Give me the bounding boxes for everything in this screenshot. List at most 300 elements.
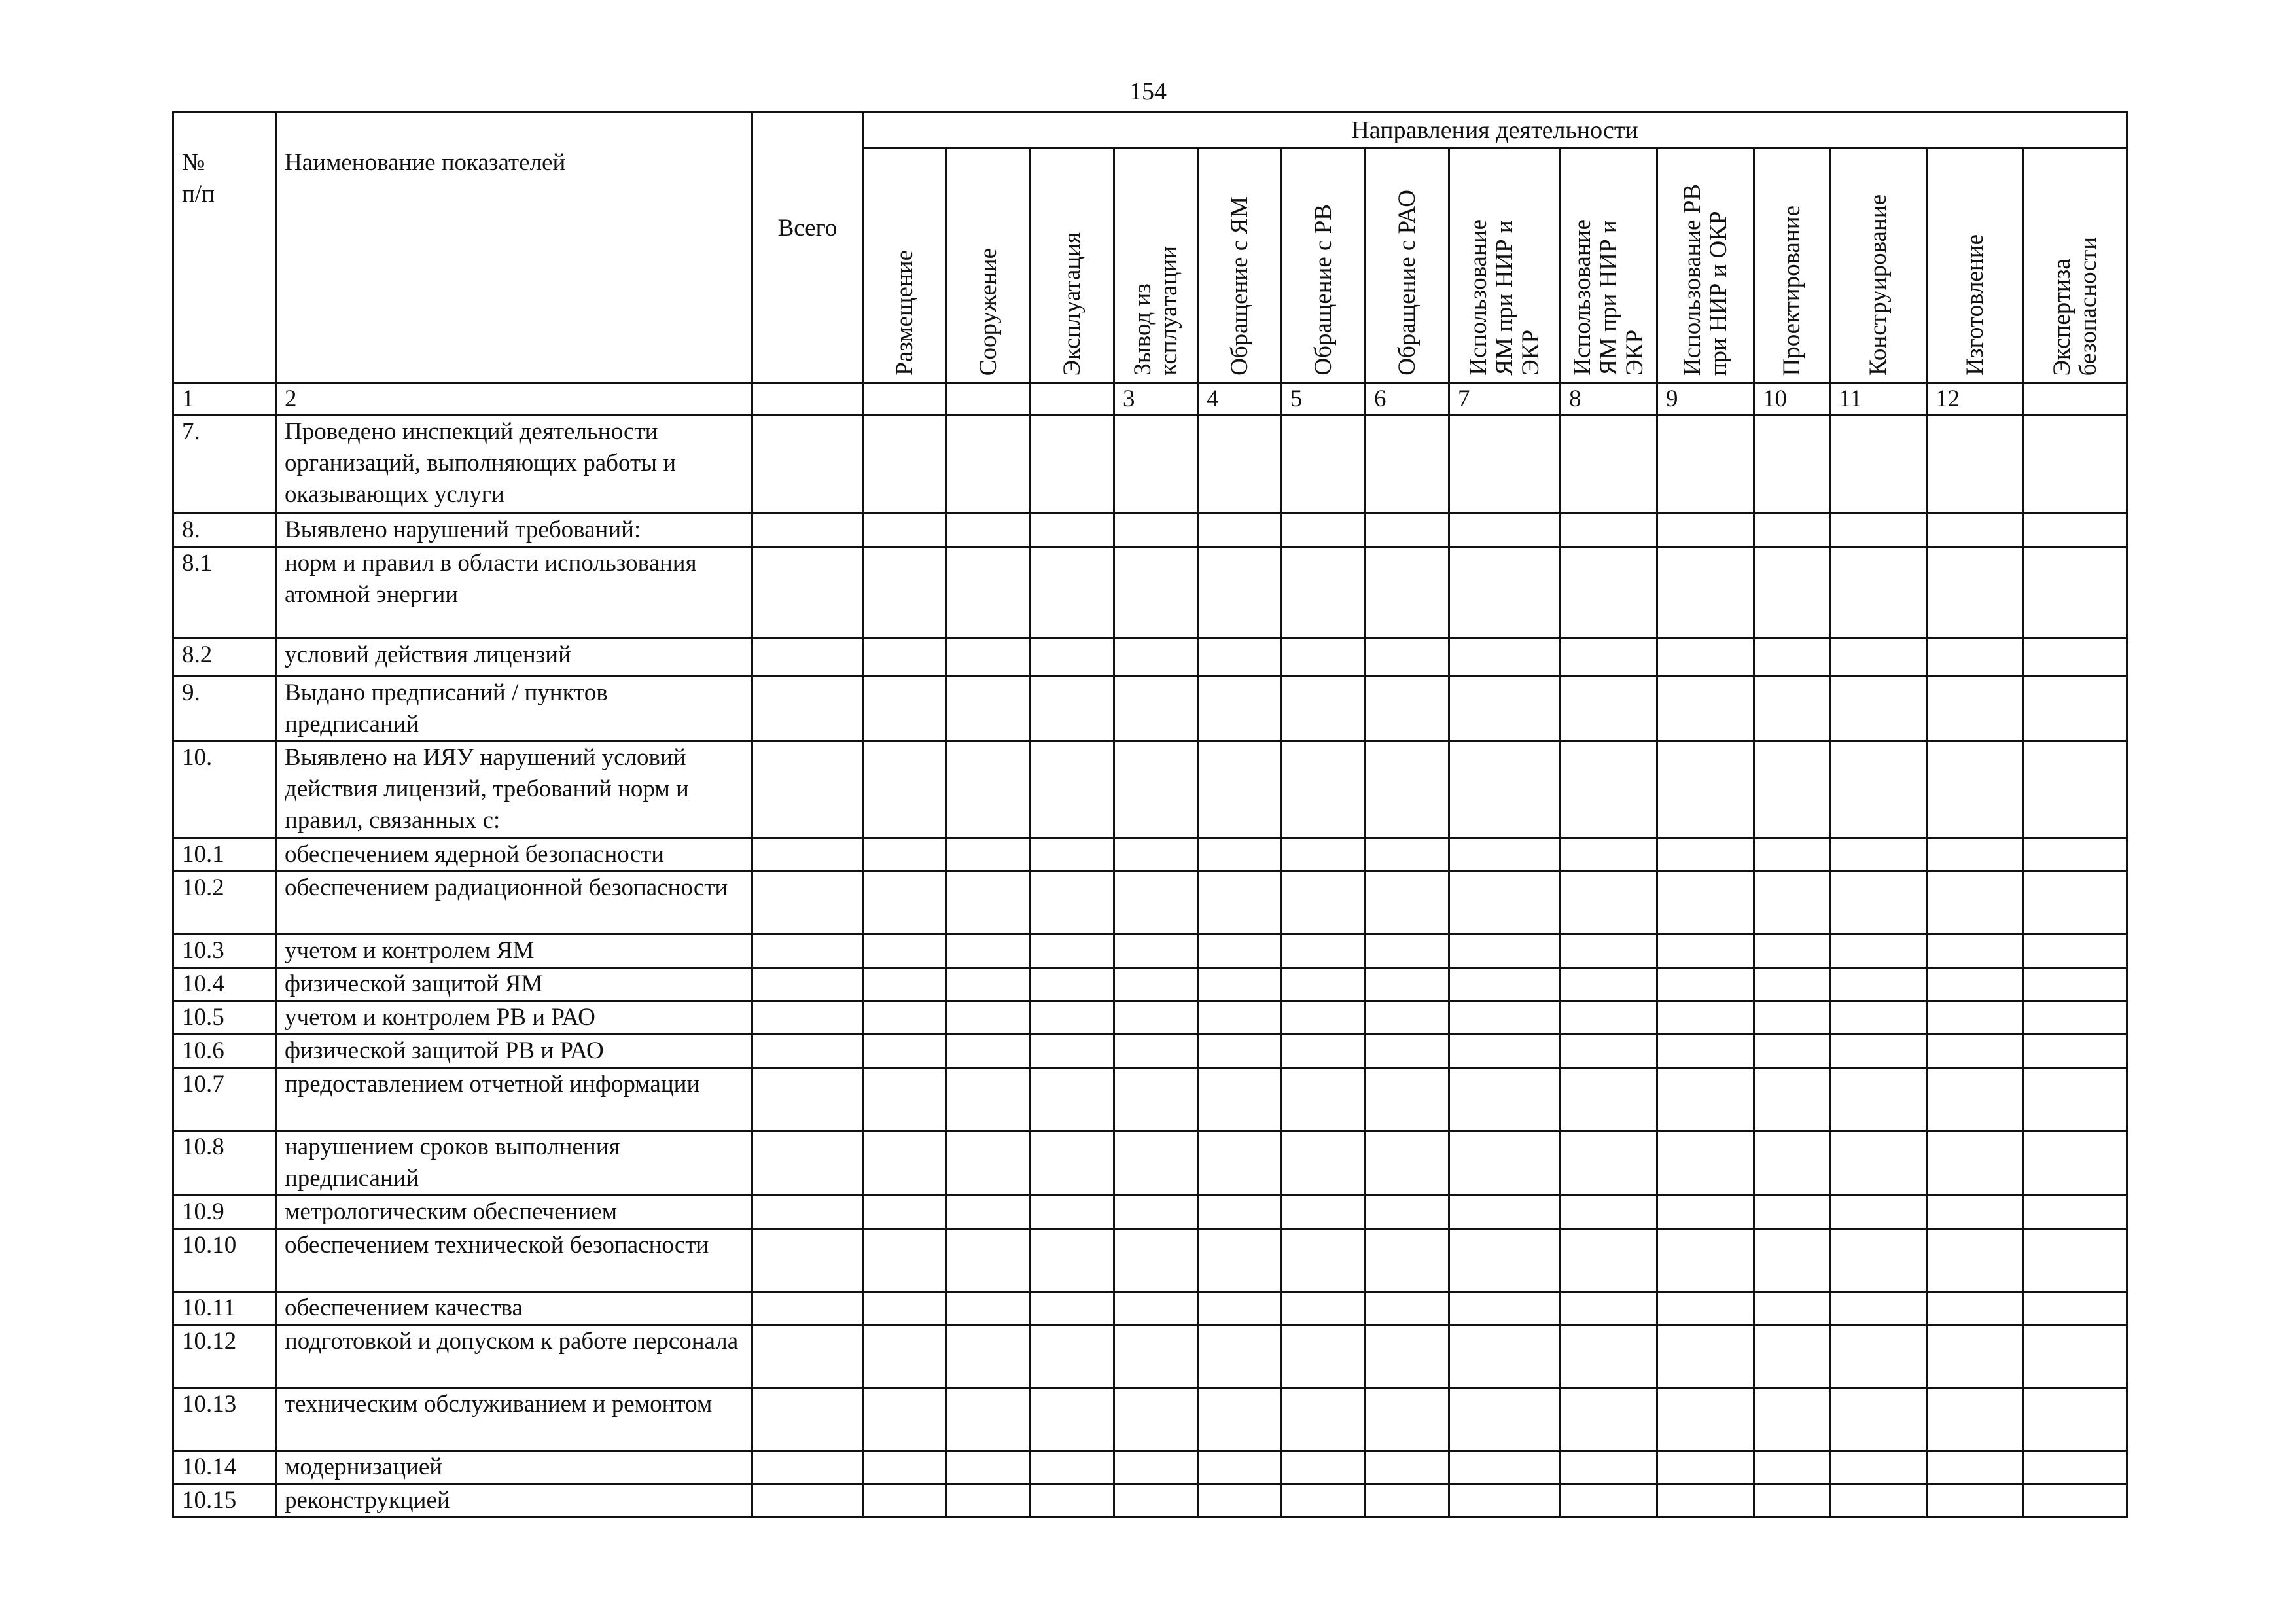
- value-cell[interactable]: [1282, 935, 1366, 968]
- value-cell[interactable]: [1114, 1325, 1198, 1388]
- value-cell[interactable]: [1561, 547, 1657, 639]
- value-cell[interactable]: [1282, 1035, 1366, 1068]
- value-cell[interactable]: [1114, 1196, 1198, 1229]
- value-cell[interactable]: [1366, 1484, 1449, 1518]
- value-cell[interactable]: [1282, 741, 1366, 838]
- value-cell[interactable]: [1031, 838, 1114, 872]
- value-cell[interactable]: [2024, 677, 2127, 741]
- value-cell[interactable]: [1754, 639, 1830, 677]
- value-cell[interactable]: [1561, 514, 1657, 547]
- value-cell[interactable]: [863, 872, 947, 935]
- value-cell[interactable]: [1754, 741, 1830, 838]
- value-cell[interactable]: [752, 1196, 863, 1229]
- value-cell[interactable]: [1449, 838, 1561, 872]
- value-cell[interactable]: [1927, 741, 2024, 838]
- value-cell[interactable]: [1031, 872, 1114, 935]
- value-cell[interactable]: [752, 514, 863, 547]
- value-cell[interactable]: [1830, 1035, 1927, 1068]
- value-cell[interactable]: [1198, 1131, 1282, 1196]
- value-cell[interactable]: [1198, 677, 1282, 741]
- value-cell[interactable]: [1754, 416, 1830, 514]
- value-cell[interactable]: [1657, 416, 1754, 514]
- value-cell[interactable]: [2024, 1068, 2127, 1131]
- value-cell[interactable]: [1198, 514, 1282, 547]
- value-cell[interactable]: [1927, 1325, 2024, 1388]
- value-cell[interactable]: [752, 838, 863, 872]
- value-cell[interactable]: [1830, 1196, 1927, 1229]
- value-cell[interactable]: [752, 1001, 863, 1035]
- value-cell[interactable]: [863, 1035, 947, 1068]
- value-cell[interactable]: [1561, 677, 1657, 741]
- value-cell[interactable]: [1198, 935, 1282, 968]
- value-cell[interactable]: [947, 639, 1031, 677]
- value-cell[interactable]: [1366, 1292, 1449, 1325]
- value-cell[interactable]: [1830, 1068, 1927, 1131]
- value-cell[interactable]: [1449, 741, 1561, 838]
- value-cell[interactable]: [947, 1484, 1031, 1518]
- value-cell[interactable]: [1114, 1131, 1198, 1196]
- value-cell[interactable]: [1830, 1292, 1927, 1325]
- value-cell[interactable]: [1830, 968, 1927, 1001]
- value-cell[interactable]: [1754, 1292, 1830, 1325]
- value-cell[interactable]: [2024, 1035, 2127, 1068]
- value-cell[interactable]: [1198, 741, 1282, 838]
- value-cell[interactable]: [947, 1229, 1031, 1292]
- value-cell[interactable]: [1449, 1229, 1561, 1292]
- value-cell[interactable]: [947, 1196, 1031, 1229]
- value-cell[interactable]: [1927, 1451, 2024, 1484]
- value-cell[interactable]: [752, 1325, 863, 1388]
- value-cell[interactable]: [947, 1131, 1031, 1196]
- value-cell[interactable]: [863, 1068, 947, 1131]
- value-cell[interactable]: [2024, 514, 2127, 547]
- value-cell[interactable]: [1031, 1484, 1114, 1518]
- value-cell[interactable]: [1657, 1035, 1754, 1068]
- value-cell[interactable]: [1657, 1196, 1754, 1229]
- value-cell[interactable]: [1114, 1292, 1198, 1325]
- value-cell[interactable]: [1366, 639, 1449, 677]
- value-cell[interactable]: [1830, 1229, 1927, 1292]
- value-cell[interactable]: [2024, 1292, 2127, 1325]
- value-cell[interactable]: [1366, 1325, 1449, 1388]
- value-cell[interactable]: [1114, 1229, 1198, 1292]
- value-cell[interactable]: [863, 1196, 947, 1229]
- value-cell[interactable]: [1282, 416, 1366, 514]
- value-cell[interactable]: [752, 1292, 863, 1325]
- value-cell[interactable]: [752, 639, 863, 677]
- value-cell[interactable]: [1657, 1388, 1754, 1451]
- value-cell[interactable]: [752, 1035, 863, 1068]
- value-cell[interactable]: [1830, 741, 1927, 838]
- value-cell[interactable]: [863, 968, 947, 1001]
- value-cell[interactable]: [1561, 741, 1657, 838]
- value-cell[interactable]: [1657, 968, 1754, 1001]
- value-cell[interactable]: [1449, 514, 1561, 547]
- value-cell[interactable]: [752, 872, 863, 935]
- value-cell[interactable]: [1561, 1292, 1657, 1325]
- value-cell[interactable]: [1114, 514, 1198, 547]
- value-cell[interactable]: [1198, 639, 1282, 677]
- value-cell[interactable]: [2024, 1001, 2127, 1035]
- value-cell[interactable]: [1366, 1451, 1449, 1484]
- value-cell[interactable]: [1031, 416, 1114, 514]
- value-cell[interactable]: [1198, 1035, 1282, 1068]
- value-cell[interactable]: [1031, 677, 1114, 741]
- value-cell[interactable]: [1366, 1068, 1449, 1131]
- value-cell[interactable]: [1927, 1484, 2024, 1518]
- value-cell[interactable]: [863, 935, 947, 968]
- value-cell[interactable]: [1366, 1229, 1449, 1292]
- value-cell[interactable]: [1561, 1001, 1657, 1035]
- value-cell[interactable]: [1561, 935, 1657, 968]
- value-cell[interactable]: [1754, 1196, 1830, 1229]
- value-cell[interactable]: [1830, 872, 1927, 935]
- value-cell[interactable]: [1449, 639, 1561, 677]
- value-cell[interactable]: [1366, 1131, 1449, 1196]
- value-cell[interactable]: [752, 547, 863, 639]
- value-cell[interactable]: [1031, 1035, 1114, 1068]
- value-cell[interactable]: [1927, 968, 2024, 1001]
- value-cell[interactable]: [2024, 639, 2127, 677]
- value-cell[interactable]: [1282, 1229, 1366, 1292]
- value-cell[interactable]: [947, 1068, 1031, 1131]
- value-cell[interactable]: [1927, 1196, 2024, 1229]
- value-cell[interactable]: [1927, 1292, 2024, 1325]
- value-cell[interactable]: [1754, 1035, 1830, 1068]
- value-cell[interactable]: [1927, 1001, 2024, 1035]
- value-cell[interactable]: [1830, 677, 1927, 741]
- value-cell[interactable]: [1031, 547, 1114, 639]
- value-cell[interactable]: [1031, 514, 1114, 547]
- value-cell[interactable]: [1366, 741, 1449, 838]
- value-cell[interactable]: [1754, 514, 1830, 547]
- value-cell[interactable]: [1449, 1388, 1561, 1451]
- value-cell[interactable]: [1561, 1451, 1657, 1484]
- value-cell[interactable]: [1198, 1001, 1282, 1035]
- value-cell[interactable]: [1754, 1131, 1830, 1196]
- value-cell[interactable]: [752, 1068, 863, 1131]
- value-cell[interactable]: [863, 1229, 947, 1292]
- value-cell[interactable]: [1282, 639, 1366, 677]
- value-cell[interactable]: [752, 1388, 863, 1451]
- value-cell[interactable]: [863, 1001, 947, 1035]
- value-cell[interactable]: [1198, 838, 1282, 872]
- value-cell[interactable]: [1282, 1068, 1366, 1131]
- value-cell[interactable]: [1561, 1068, 1657, 1131]
- value-cell[interactable]: [863, 416, 947, 514]
- value-cell[interactable]: [1282, 677, 1366, 741]
- value-cell[interactable]: [1282, 1196, 1366, 1229]
- value-cell[interactable]: [863, 838, 947, 872]
- value-cell[interactable]: [1927, 935, 2024, 968]
- value-cell[interactable]: [1754, 838, 1830, 872]
- value-cell[interactable]: [1657, 547, 1754, 639]
- value-cell[interactable]: [1198, 1484, 1282, 1518]
- value-cell[interactable]: [863, 514, 947, 547]
- value-cell[interactable]: [1657, 1292, 1754, 1325]
- value-cell[interactable]: [1114, 639, 1198, 677]
- value-cell[interactable]: [1114, 1484, 1198, 1518]
- value-cell[interactable]: [1282, 1131, 1366, 1196]
- value-cell[interactable]: [2024, 1484, 2127, 1518]
- value-cell[interactable]: [1830, 838, 1927, 872]
- value-cell[interactable]: [863, 1325, 947, 1388]
- value-cell[interactable]: [1114, 677, 1198, 741]
- value-cell[interactable]: [2024, 968, 2127, 1001]
- value-cell[interactable]: [2024, 1229, 2127, 1292]
- value-cell[interactable]: [1449, 872, 1561, 935]
- value-cell[interactable]: [1927, 677, 2024, 741]
- value-cell[interactable]: [1198, 547, 1282, 639]
- value-cell[interactable]: [1449, 1484, 1561, 1518]
- value-cell[interactable]: [1754, 1001, 1830, 1035]
- value-cell[interactable]: [1657, 741, 1754, 838]
- value-cell[interactable]: [863, 741, 947, 838]
- value-cell[interactable]: [863, 1131, 947, 1196]
- value-cell[interactable]: [1561, 1484, 1657, 1518]
- value-cell[interactable]: [1449, 416, 1561, 514]
- value-cell[interactable]: [947, 677, 1031, 741]
- value-cell[interactable]: [1830, 1388, 1927, 1451]
- value-cell[interactable]: [1282, 968, 1366, 1001]
- value-cell[interactable]: [947, 514, 1031, 547]
- value-cell[interactable]: [1830, 416, 1927, 514]
- value-cell[interactable]: [1449, 1196, 1561, 1229]
- value-cell[interactable]: [1561, 1196, 1657, 1229]
- value-cell[interactable]: [1449, 1131, 1561, 1196]
- value-cell[interactable]: [1561, 1131, 1657, 1196]
- value-cell[interactable]: [1449, 935, 1561, 968]
- value-cell[interactable]: [2024, 1131, 2127, 1196]
- value-cell[interactable]: [1282, 547, 1366, 639]
- value-cell[interactable]: [1114, 1451, 1198, 1484]
- value-cell[interactable]: [863, 639, 947, 677]
- value-cell[interactable]: [1031, 1451, 1114, 1484]
- value-cell[interactable]: [1282, 1325, 1366, 1388]
- value-cell[interactable]: [752, 677, 863, 741]
- value-cell[interactable]: [1657, 1484, 1754, 1518]
- value-cell[interactable]: [1561, 416, 1657, 514]
- value-cell[interactable]: [752, 935, 863, 968]
- value-cell[interactable]: [1366, 872, 1449, 935]
- value-cell[interactable]: [1198, 1229, 1282, 1292]
- value-cell[interactable]: [1366, 677, 1449, 741]
- value-cell[interactable]: [1198, 1292, 1282, 1325]
- value-cell[interactable]: [2024, 416, 2127, 514]
- value-cell[interactable]: [1449, 1325, 1561, 1388]
- value-cell[interactable]: [1754, 677, 1830, 741]
- value-cell[interactable]: [1927, 639, 2024, 677]
- value-cell[interactable]: [2024, 741, 2127, 838]
- value-cell[interactable]: [2024, 547, 2127, 639]
- value-cell[interactable]: [1927, 1388, 2024, 1451]
- value-cell[interactable]: [752, 1131, 863, 1196]
- value-cell[interactable]: [2024, 872, 2127, 935]
- value-cell[interactable]: [1927, 416, 2024, 514]
- value-cell[interactable]: [1114, 741, 1198, 838]
- value-cell[interactable]: [1657, 1325, 1754, 1388]
- value-cell[interactable]: [1282, 1388, 1366, 1451]
- value-cell[interactable]: [1561, 1229, 1657, 1292]
- value-cell[interactable]: [2024, 1325, 2127, 1388]
- value-cell[interactable]: [1449, 1001, 1561, 1035]
- value-cell[interactable]: [1114, 872, 1198, 935]
- value-cell[interactable]: [1198, 1325, 1282, 1388]
- value-cell[interactable]: [1830, 639, 1927, 677]
- value-cell[interactable]: [947, 1292, 1031, 1325]
- value-cell[interactable]: [1561, 639, 1657, 677]
- value-cell[interactable]: [1449, 547, 1561, 639]
- value-cell[interactable]: [1657, 1131, 1754, 1196]
- value-cell[interactable]: [752, 1451, 863, 1484]
- value-cell[interactable]: [1031, 1196, 1114, 1229]
- value-cell[interactable]: [1830, 1451, 1927, 1484]
- value-cell[interactable]: [1114, 547, 1198, 639]
- value-cell[interactable]: [947, 935, 1031, 968]
- value-cell[interactable]: [1282, 838, 1366, 872]
- value-cell[interactable]: [1114, 1001, 1198, 1035]
- value-cell[interactable]: [1449, 968, 1561, 1001]
- value-cell[interactable]: [1031, 741, 1114, 838]
- value-cell[interactable]: [1282, 1451, 1366, 1484]
- value-cell[interactable]: [1657, 1229, 1754, 1292]
- value-cell[interactable]: [1561, 1388, 1657, 1451]
- value-cell[interactable]: [1282, 1001, 1366, 1035]
- value-cell[interactable]: [1366, 968, 1449, 1001]
- value-cell[interactable]: [1927, 514, 2024, 547]
- value-cell[interactable]: [947, 968, 1031, 1001]
- value-cell[interactable]: [947, 1325, 1031, 1388]
- value-cell[interactable]: [1657, 1001, 1754, 1035]
- value-cell[interactable]: [863, 547, 947, 639]
- value-cell[interactable]: [1754, 1451, 1830, 1484]
- value-cell[interactable]: [1657, 1068, 1754, 1131]
- value-cell[interactable]: [1198, 968, 1282, 1001]
- value-cell[interactable]: [1031, 935, 1114, 968]
- value-cell[interactable]: [1927, 1229, 2024, 1292]
- value-cell[interactable]: [947, 1388, 1031, 1451]
- value-cell[interactable]: [2024, 935, 2127, 968]
- value-cell[interactable]: [752, 968, 863, 1001]
- value-cell[interactable]: [1657, 677, 1754, 741]
- value-cell[interactable]: [1561, 872, 1657, 935]
- value-cell[interactable]: [1198, 1196, 1282, 1229]
- value-cell[interactable]: [863, 677, 947, 741]
- value-cell[interactable]: [1754, 968, 1830, 1001]
- value-cell[interactable]: [947, 547, 1031, 639]
- value-cell[interactable]: [752, 1484, 863, 1518]
- value-cell[interactable]: [1114, 1068, 1198, 1131]
- value-cell[interactable]: [947, 416, 1031, 514]
- value-cell[interactable]: [1031, 1388, 1114, 1451]
- value-cell[interactable]: [1366, 416, 1449, 514]
- value-cell[interactable]: [1366, 1388, 1449, 1451]
- value-cell[interactable]: [1031, 968, 1114, 1001]
- value-cell[interactable]: [1366, 1035, 1449, 1068]
- value-cell[interactable]: [1031, 1292, 1114, 1325]
- value-cell[interactable]: [1657, 838, 1754, 872]
- value-cell[interactable]: [1754, 1484, 1830, 1518]
- value-cell[interactable]: [1366, 935, 1449, 968]
- value-cell[interactable]: [1754, 1229, 1830, 1292]
- value-cell[interactable]: [1282, 872, 1366, 935]
- value-cell[interactable]: [1366, 1001, 1449, 1035]
- value-cell[interactable]: [1449, 1451, 1561, 1484]
- value-cell[interactable]: [863, 1292, 947, 1325]
- value-cell[interactable]: [2024, 1196, 2127, 1229]
- value-cell[interactable]: [1830, 1484, 1927, 1518]
- value-cell[interactable]: [1561, 1035, 1657, 1068]
- value-cell[interactable]: [863, 1484, 947, 1518]
- value-cell[interactable]: [947, 872, 1031, 935]
- value-cell[interactable]: [1449, 1292, 1561, 1325]
- value-cell[interactable]: [1198, 1451, 1282, 1484]
- value-cell[interactable]: [1198, 872, 1282, 935]
- value-cell[interactable]: [947, 1001, 1031, 1035]
- value-cell[interactable]: [1561, 968, 1657, 1001]
- value-cell[interactable]: [1449, 1035, 1561, 1068]
- value-cell[interactable]: [2024, 1451, 2127, 1484]
- value-cell[interactable]: [1927, 872, 2024, 935]
- value-cell[interactable]: [1114, 416, 1198, 514]
- value-cell[interactable]: [1282, 1292, 1366, 1325]
- value-cell[interactable]: [1031, 1001, 1114, 1035]
- value-cell[interactable]: [752, 416, 863, 514]
- value-cell[interactable]: [947, 838, 1031, 872]
- value-cell[interactable]: [1031, 639, 1114, 677]
- value-cell[interactable]: [1927, 1131, 2024, 1196]
- value-cell[interactable]: [2024, 838, 2127, 872]
- value-cell[interactable]: [1657, 872, 1754, 935]
- value-cell[interactable]: [1366, 838, 1449, 872]
- value-cell[interactable]: [1282, 1484, 1366, 1518]
- value-cell[interactable]: [2024, 1388, 2127, 1451]
- value-cell[interactable]: [947, 1451, 1031, 1484]
- value-cell[interactable]: [1114, 968, 1198, 1001]
- value-cell[interactable]: [1114, 1388, 1198, 1451]
- value-cell[interactable]: [947, 741, 1031, 838]
- value-cell[interactable]: [863, 1451, 947, 1484]
- value-cell[interactable]: [1657, 514, 1754, 547]
- value-cell[interactable]: [1830, 1001, 1927, 1035]
- value-cell[interactable]: [1366, 547, 1449, 639]
- value-cell[interactable]: [1366, 1196, 1449, 1229]
- value-cell[interactable]: [1198, 1068, 1282, 1131]
- value-cell[interactable]: [1830, 547, 1927, 639]
- value-cell[interactable]: [1927, 1035, 2024, 1068]
- value-cell[interactable]: [1282, 514, 1366, 547]
- value-cell[interactable]: [752, 1229, 863, 1292]
- value-cell[interactable]: [1657, 935, 1754, 968]
- value-cell[interactable]: [1657, 1451, 1754, 1484]
- value-cell[interactable]: [1830, 1131, 1927, 1196]
- value-cell[interactable]: [1114, 1035, 1198, 1068]
- value-cell[interactable]: [1561, 838, 1657, 872]
- value-cell[interactable]: [1927, 1068, 2024, 1131]
- value-cell[interactable]: [1449, 677, 1561, 741]
- value-cell[interactable]: [1366, 514, 1449, 547]
- value-cell[interactable]: [947, 1035, 1031, 1068]
- value-cell[interactable]: [1198, 1388, 1282, 1451]
- value-cell[interactable]: [1754, 1388, 1830, 1451]
- value-cell[interactable]: [1830, 1325, 1927, 1388]
- value-cell[interactable]: [1198, 416, 1282, 514]
- value-cell[interactable]: [1754, 1325, 1830, 1388]
- value-cell[interactable]: [1754, 872, 1830, 935]
- value-cell[interactable]: [1031, 1229, 1114, 1292]
- value-cell[interactable]: [1927, 838, 2024, 872]
- value-cell[interactable]: [1114, 935, 1198, 968]
